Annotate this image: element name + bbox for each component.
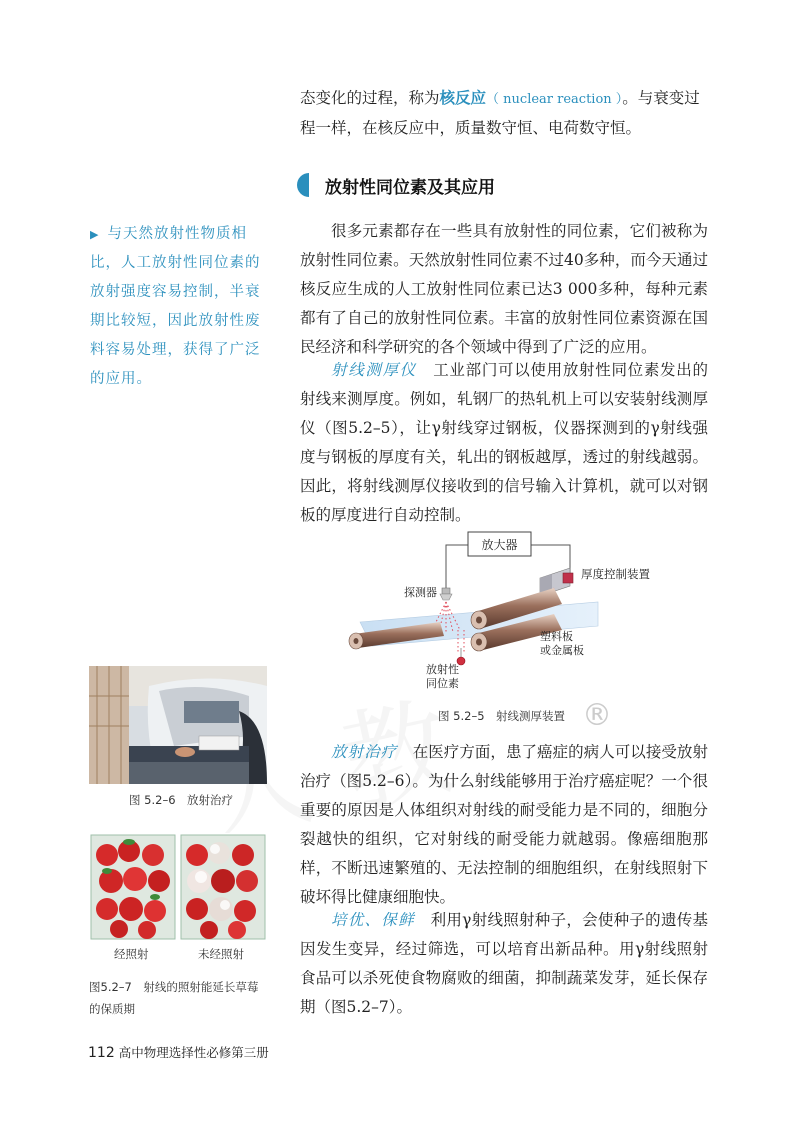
amplifier-label: 放大器 (481, 538, 518, 552)
thickness-gauge-diagram (340, 530, 650, 730)
source-label-1: 放射性 (426, 663, 459, 676)
top-text-a: 态变化的过程，称为 (300, 89, 440, 107)
intro-block (300, 217, 708, 362)
term-english: （ nuclear reaction ） (486, 92, 623, 107)
book-title: 高中物理选择性必修第三册 (118, 1045, 269, 1060)
top-paragraph (300, 84, 708, 143)
term-nuclear-reaction: 核反应 (439, 89, 487, 107)
section-title: 放射性同位素及其应用 (325, 177, 495, 198)
triangle-icon: ▶ (90, 228, 100, 241)
lead-radiotherapy: 放射治疗 (331, 743, 398, 761)
strawberry-photo (89, 833, 267, 941)
sidenote-text: 与天然放射性物质相比，人工放射性同位素的放射强度容易控制，半衰期比较短，因此放射性废料容易处理，获得了广泛的应用。 (90, 226, 261, 387)
intro-paragraph: 很多元素都存在一些具有放射性的同位素，它们被称为放射性同位素。天然放射性同位素不过40多种，而今天通过核反应生成的人工放射性同位素已达3 000多种，每种元素都有了自己的放射性同位素。丰富的放射性同位素资源在国民经济和科学研究的各个领域中得到了广泛的应用。 (300, 222, 708, 356)
control-label: 厚度控制装置 (581, 567, 650, 581)
page-number: 112 (88, 1045, 115, 1061)
figure-5-2-6-caption: 图 5.2–6 放射治疗 (129, 793, 234, 807)
breeding-text: 利用γ射线照射种子，会使种子的遗传基因发生变异，经过筛选，可以培育出新品种。用γ射线照射食品可以杀死使食物腐败的细菌，抑制蔬菜发芽，延长保存期（图5.2–7）。 (300, 911, 708, 1016)
plate-label-2: 或金属板 (540, 644, 584, 657)
thickness-text: 工业部门可以使用放射性同位素发出的射线来测厚度。例如，轧钢厂的热轧机上可以安装射线测厚仪（图5.2–5），让γ射线穿过钢板，仪器探测到的γ射线强度与钢板的厚度有关，轧出的钢板越厚，透过的射线越弱。因此，将射线测厚仪接收到的信号输入计算机，就可以对钢板的厚度进行自动控制。 (300, 361, 708, 524)
plate-label-1: 塑料板 (540, 630, 573, 643)
figure-5-2-7-caption-line2: 的保质期 (89, 1002, 135, 1016)
therapy-text: 在医疗方面，患了癌症的病人可以接受放射治疗（图5.2–6）。为什么射线能够用于治疗癌症呢？一个很重要的原因是人体组织对射线的耐受能力是不同的，细胞分裂越快的组织，它对射线的耐受能力就越弱。像癌细胞那样，不断迅速繁殖的、无法控制的细胞组织，在射线照射下破坏得比健康细胞快。 (300, 743, 708, 906)
radiotherapy-photo (89, 666, 267, 784)
label-irradiated: 经照射 (114, 947, 149, 961)
thickness-block (300, 356, 708, 530)
section-heading (297, 170, 495, 200)
figure-5-2-7-caption-line1: 图5.2–7 射线的照射能延长草莓 (89, 980, 259, 994)
source-label-2: 同位素 (426, 677, 459, 690)
figure-5-2-5-caption: 图 5.2–5 射线测厚装置 (438, 709, 566, 723)
label-not-irradiated: 未经照射 (198, 947, 244, 961)
top-text-b: 。与衰变过 (622, 89, 700, 107)
breeding-block (300, 906, 708, 1022)
detector-label: 探测器 (404, 586, 437, 599)
top-text-line2: 程一样，在核反应中，质量数守恒、电荷数守恒。 (300, 119, 642, 137)
figure-5-2-7-caption (89, 976, 279, 1020)
lead-breeding: 培优、保鲜 (331, 911, 415, 929)
detector (440, 588, 452, 600)
registered-mark: ® (582, 698, 612, 733)
lead-thickness-gauge: 射线测厚仪 (331, 361, 418, 379)
page-footer (88, 1043, 269, 1061)
section-marker-icon (297, 173, 309, 197)
sidenote (90, 220, 270, 394)
therapy-block (300, 738, 708, 912)
